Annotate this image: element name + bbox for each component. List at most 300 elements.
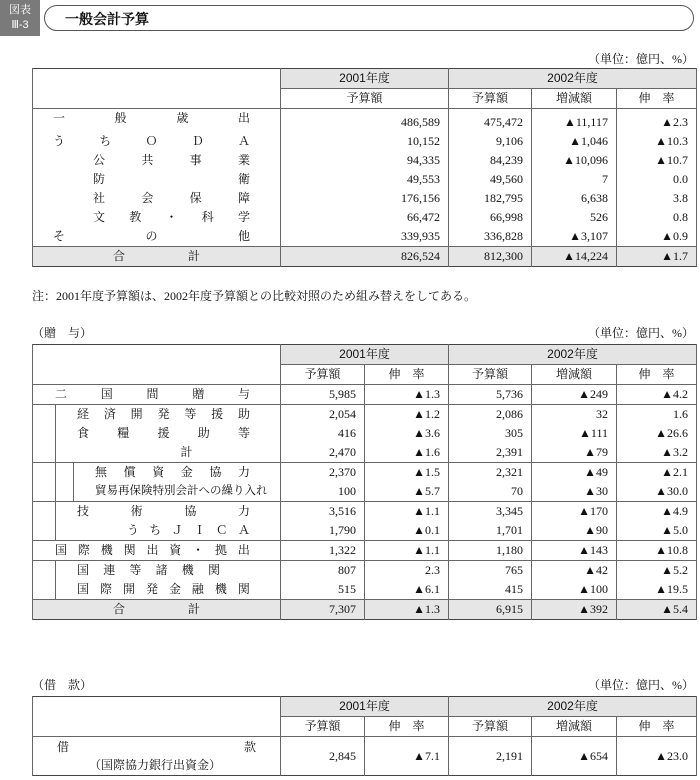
- rate-2001: ▲3.6: [365, 424, 449, 443]
- value-2001: 1,790: [281, 521, 365, 541]
- row-label: [95, 482, 272, 501]
- label-char: 入: [244, 485, 256, 497]
- table2-row: [33, 580, 697, 600]
- label-char: 糧: [117, 426, 130, 440]
- label-char: 資: [169, 543, 182, 557]
- label-char: れ: [256, 485, 268, 497]
- rate-2002: ▲4.2: [617, 385, 697, 405]
- loan-v2002: 2,191: [449, 737, 532, 776]
- table1-year-header: [33, 69, 697, 89]
- indent-guide: [55, 502, 56, 521]
- table2-year2002: 2002年度: [449, 345, 697, 365]
- label-char: 社: [93, 191, 106, 205]
- label-char: 出: [237, 111, 250, 125]
- label-char: 計: [187, 602, 200, 616]
- label-char: り: [233, 485, 245, 497]
- table1-row: [33, 109, 697, 133]
- row-label: [55, 385, 250, 404]
- change: ▲3,107: [532, 227, 617, 247]
- label-char: ・: [165, 210, 178, 224]
- value-2002: 1,701: [449, 521, 532, 541]
- label-char: 特: [152, 485, 164, 497]
- rate-2001: ▲1.1: [365, 502, 449, 522]
- label-char: 国: [77, 582, 90, 596]
- row-label-cell: [33, 247, 281, 267]
- rate-2001: ▲6.1: [365, 580, 449, 600]
- label-char: ち: [99, 134, 112, 148]
- indent-guide: [55, 482, 56, 501]
- label-char: 技: [77, 504, 90, 518]
- value-2002: 70: [449, 482, 532, 502]
- row-label-cell: [33, 482, 281, 502]
- label-char: 開: [122, 582, 135, 596]
- change: ▲11,117: [532, 109, 617, 133]
- row-label: [113, 600, 200, 619]
- label-char: 保: [189, 191, 202, 205]
- label-char: 事: [189, 153, 202, 167]
- rate: ▲10.7: [617, 151, 697, 170]
- rate-2002: ▲19.5: [617, 580, 697, 600]
- figure-number-badge: [0, 0, 40, 36]
- loan-row: [33, 737, 697, 776]
- row-label-cell: [33, 208, 281, 227]
- row-label: [93, 189, 250, 208]
- value-2001: 2,370: [281, 463, 365, 483]
- label-char: 防: [93, 172, 106, 186]
- row-label-cell: [33, 443, 281, 463]
- value-2001: 66,472: [281, 208, 449, 227]
- loan-table: [32, 696, 697, 776]
- row-label: [113, 247, 200, 266]
- table3-col-rate-2001: 伸 率: [365, 717, 449, 737]
- label-char: 計: [187, 249, 200, 263]
- value-2002: 475,472: [449, 109, 532, 133]
- table3-col-rate-2002: 伸 率: [617, 717, 697, 737]
- label-char: 等: [184, 407, 197, 421]
- label-char: 再: [118, 485, 130, 497]
- label-char: 険: [141, 485, 153, 497]
- label-char: 諸: [155, 563, 168, 577]
- value-2002: 66,998: [449, 208, 532, 227]
- value-2001: 339,935: [281, 227, 449, 247]
- indent-guide: [73, 463, 74, 482]
- rate-2001: ▲1.1: [365, 541, 449, 561]
- label-char: 協: [184, 504, 197, 518]
- table3-col-budget-2001: 予算額: [281, 717, 365, 737]
- value-2002: 3,345: [449, 502, 532, 522]
- table1-row: [33, 189, 697, 208]
- loan-sublabel: （国際協力銀行出資金）: [89, 758, 222, 772]
- label-char: 教: [129, 210, 142, 224]
- label-char: へ: [198, 485, 210, 497]
- table1-row: [33, 151, 697, 170]
- indent-guide: [55, 424, 56, 443]
- label-char: 金: [180, 465, 193, 479]
- table3-col-change: 増減額: [532, 717, 617, 737]
- rate-2002: ▲4.9: [617, 502, 697, 522]
- value-2002: 9,106: [449, 132, 532, 151]
- label-char: 連: [103, 563, 116, 577]
- label-char: 会: [175, 485, 187, 497]
- table1-total-row: [33, 247, 697, 267]
- change: ▲143: [532, 541, 617, 561]
- page-title: 一般会計予算: [65, 11, 149, 27]
- label-char: 業: [237, 153, 250, 167]
- rate-2002: 1.6: [617, 405, 697, 425]
- value-2001: 49,553: [281, 170, 449, 189]
- row-label-cell: [33, 227, 281, 247]
- table2-section-label: （贈 与）: [32, 326, 93, 340]
- indent-guide: [55, 521, 56, 540]
- label-char: 共: [141, 153, 154, 167]
- figure-header: [0, 0, 700, 36]
- total-change: ▲392: [532, 600, 617, 620]
- label-char: 国: [55, 543, 68, 557]
- label-char: Ｏ: [145, 134, 158, 148]
- rate-2001: ▲1.6: [365, 443, 449, 463]
- label-char: 一: [53, 111, 66, 125]
- label-char: の: [145, 229, 158, 243]
- change: ▲30: [532, 482, 617, 502]
- label-char: 開: [130, 407, 143, 421]
- label-char: 資: [152, 465, 165, 479]
- value-2002: 84,239: [449, 151, 532, 170]
- rate: ▲0.9: [617, 227, 697, 247]
- change: 526: [532, 208, 617, 227]
- rate-2002: ▲26.6: [617, 424, 697, 443]
- value-2002: 336,828: [449, 227, 532, 247]
- change: ▲42: [532, 561, 617, 581]
- loan-chg: ▲654: [532, 737, 617, 776]
- value-2001: 100: [281, 482, 365, 502]
- change: ▲111: [532, 424, 617, 443]
- table2-col-rate-2002: 伸 率: [617, 365, 697, 385]
- value-2002: 2,086: [449, 405, 532, 425]
- label-char: 援: [157, 426, 170, 440]
- label-char: 関: [207, 563, 220, 577]
- table1-row: [33, 208, 697, 227]
- figure-number: Ⅲ-3: [11, 19, 29, 31]
- label-char: 力: [237, 504, 250, 518]
- value-2002: 49,560: [449, 170, 532, 189]
- label-char: 歳: [176, 111, 189, 125]
- change: ▲1,046: [532, 132, 617, 151]
- value-2002: 1,180: [449, 541, 532, 561]
- label-char: 国: [100, 387, 113, 401]
- label-char: 別: [164, 485, 176, 497]
- row-label: [93, 170, 250, 189]
- change: ▲90: [532, 521, 617, 541]
- table1-col-budget-2002: 予算額: [449, 89, 532, 109]
- row-label: [95, 463, 250, 482]
- label-char: 貿: [95, 485, 107, 497]
- label-char: 金: [168, 582, 181, 596]
- label-char: 発: [157, 407, 170, 421]
- total-rate-2002: ▲5.4: [617, 600, 697, 620]
- row-label-cell: [33, 521, 281, 541]
- value-2001: 486,589: [281, 109, 449, 133]
- total-2001: 826,524: [281, 247, 449, 267]
- row-label: [53, 109, 250, 128]
- label-char: そ: [53, 229, 66, 243]
- rate-2001: ▲1.5: [365, 463, 449, 483]
- rate: 0.8: [617, 208, 697, 227]
- label-char: 済: [103, 407, 116, 421]
- rate-2002: ▲2.1: [617, 463, 697, 483]
- rate-2002: ▲5.2: [617, 561, 697, 581]
- label-char: 機: [181, 563, 194, 577]
- table2-row: [33, 541, 697, 561]
- row-label-cell: [33, 463, 281, 483]
- label-char: 公: [93, 153, 106, 167]
- value-2001: 5,985: [281, 385, 365, 405]
- table2-row: [33, 424, 697, 443]
- indent-guide: [73, 482, 74, 501]
- table1-row: [33, 132, 697, 151]
- title-box: [44, 5, 694, 31]
- total-rate: ▲1.7: [617, 247, 697, 267]
- label-char: 際: [99, 582, 112, 596]
- table1-year2001: 2001年度: [281, 69, 449, 89]
- total-2002: 6,915: [449, 600, 532, 620]
- table1-unit: （単位：億円、%）: [588, 52, 694, 66]
- label-char: 関: [123, 543, 136, 557]
- label-char: 障: [237, 191, 250, 205]
- table2-col-budget-2001: 予算額: [281, 365, 365, 385]
- table2-row: [33, 385, 697, 405]
- value-2002: 415: [449, 580, 532, 600]
- label-char: 贈: [192, 387, 205, 401]
- value-2001: 10,152: [281, 132, 449, 151]
- label-char: 無: [95, 465, 108, 479]
- loan-label-b: 款: [243, 740, 256, 754]
- change: ▲79: [532, 443, 617, 463]
- label-char: 融: [191, 582, 204, 596]
- label-char: Ａ: [237, 134, 250, 148]
- row-label-cell: [33, 170, 281, 189]
- loan-v2001: 2,845: [281, 737, 365, 776]
- table1-row: [33, 170, 697, 189]
- table2-row: [33, 463, 697, 483]
- table1-col-rate: 伸 率: [617, 89, 697, 109]
- label-char: 般: [114, 111, 127, 125]
- row-label: [77, 405, 250, 424]
- label-char: 協: [209, 465, 222, 479]
- total-2002: 812,300: [449, 247, 532, 267]
- row-label-cell: [33, 561, 281, 581]
- table1-note: 注：2001年度予算額は、2002年度予算額との比較対照のため組み替えをしてある。: [32, 289, 477, 303]
- label-char: 機: [100, 543, 113, 557]
- table1-year2002: 2002年度: [449, 69, 697, 89]
- value-2002: 2,391: [449, 443, 532, 463]
- rate-2002: ▲5.0: [617, 521, 697, 541]
- change: ▲49: [532, 463, 617, 483]
- label-char: 食: [77, 426, 90, 440]
- table2-year2001: 2001年度: [281, 345, 449, 365]
- loan-rate: ▲23.0: [617, 737, 697, 776]
- table2-row: [33, 521, 697, 541]
- change: 32: [532, 405, 617, 425]
- row-label-cell: [33, 385, 281, 405]
- label-char: の: [210, 485, 222, 497]
- table1-col-change: 増減額: [532, 89, 617, 109]
- label-char: 与: [237, 387, 250, 401]
- label-char: う: [53, 134, 66, 148]
- label-char: 経: [77, 407, 90, 421]
- label-char: ち: [149, 523, 162, 537]
- label-char: 等: [129, 563, 142, 577]
- value-2002: 2,321: [449, 463, 532, 483]
- row-label-cell: [33, 600, 281, 620]
- label-char: 拠: [215, 543, 228, 557]
- row-label: [53, 227, 250, 246]
- table3-year2002: 2002年度: [449, 697, 697, 717]
- row-label: [93, 208, 250, 227]
- indent-guide: [55, 405, 56, 424]
- row-label: [55, 541, 250, 560]
- row-label-cell: [33, 580, 281, 600]
- label-char: 機: [214, 582, 227, 596]
- change: 7: [532, 170, 617, 189]
- indent-guide: [55, 443, 56, 462]
- label-char: 会: [141, 191, 154, 205]
- table1-row: [33, 227, 697, 247]
- row-label-cell: [33, 132, 281, 151]
- rate-2001: ▲1.2: [365, 405, 449, 425]
- row-label: [181, 443, 192, 462]
- figure-label: 図表: [9, 4, 31, 16]
- rate-2001: ▲5.7: [365, 482, 449, 502]
- label-char: 合: [113, 249, 126, 263]
- label-char: 術: [130, 504, 143, 518]
- table2-row: [33, 443, 697, 463]
- table2-row: [33, 502, 697, 522]
- table1-corner: [33, 69, 281, 109]
- label-char: 保: [129, 485, 141, 497]
- value-2001: 515: [281, 580, 365, 600]
- total-change: ▲14,224: [532, 247, 617, 267]
- row-label: [127, 521, 250, 540]
- total-2001: 7,307: [281, 600, 365, 620]
- loan-label-a: 借: [57, 740, 70, 754]
- rate: 3.8: [617, 189, 697, 208]
- value-2002: 5,736: [449, 385, 532, 405]
- table2-row: [33, 482, 697, 502]
- row-label: [77, 424, 250, 443]
- loan-r2001: ▲7.1: [365, 737, 449, 776]
- general-account-table: [32, 68, 697, 267]
- table3-year2001: 2001年度: [281, 697, 449, 717]
- row-label: [53, 132, 250, 151]
- label-char: 出: [146, 543, 159, 557]
- row-label-cell: [33, 541, 281, 561]
- row-label: [77, 580, 250, 599]
- row-label: [77, 502, 250, 521]
- rate: 0.0: [617, 170, 697, 189]
- label-char: ・: [192, 543, 205, 557]
- change: ▲170: [532, 502, 617, 522]
- indent-guide: [55, 463, 56, 482]
- label-char: Ｃ: [215, 523, 228, 537]
- label-char: 計: [180, 445, 193, 459]
- value-2001: 2,470: [281, 443, 365, 463]
- label-char: 際: [77, 543, 90, 557]
- indent-guide: [55, 561, 56, 580]
- table2-col-budget-2002: 予算額: [449, 365, 532, 385]
- row-label-cell: [33, 502, 281, 522]
- table2-col-rate-2001: 伸 率: [365, 365, 449, 385]
- label-char: 国: [77, 563, 90, 577]
- label-char: 計: [187, 485, 199, 497]
- value-2001: 2,054: [281, 405, 365, 425]
- table3-year-header: [33, 697, 697, 717]
- label-char: 発: [145, 582, 158, 596]
- row-label: [93, 151, 250, 170]
- row-label-cell: [33, 405, 281, 425]
- label-char: 関: [237, 582, 250, 596]
- change: ▲100: [532, 580, 617, 600]
- indent-guide: [55, 580, 56, 599]
- value-2001: 176,156: [281, 189, 449, 208]
- label-char: Ａ: [237, 523, 250, 537]
- row-label-cell: [33, 151, 281, 170]
- value-2002: 765: [449, 561, 532, 581]
- change: ▲10,096: [532, 151, 617, 170]
- label-char: 文: [93, 210, 106, 224]
- label-char: 援: [211, 407, 224, 421]
- rate-2002: ▲30.0: [617, 482, 697, 502]
- change: ▲249: [532, 385, 617, 405]
- label-char: 他: [237, 229, 250, 243]
- label-char: 出: [237, 543, 250, 557]
- table2-total-row: [33, 600, 697, 620]
- table2-row: [33, 561, 697, 581]
- label-char: 力: [237, 465, 250, 479]
- label-char: 間: [146, 387, 159, 401]
- label-char: 二: [55, 387, 68, 401]
- label-char: 学: [237, 210, 250, 224]
- label-char: 衛: [237, 172, 250, 186]
- value-2001: 416: [281, 424, 365, 443]
- change: 6,638: [532, 189, 617, 208]
- rate-2002: ▲10.8: [617, 541, 697, 561]
- loan-label: [57, 739, 256, 756]
- value-2001: 94,335: [281, 151, 449, 170]
- value-2002: 182,795: [449, 189, 532, 208]
- table2-year-header: [33, 345, 697, 365]
- row-label-cell: [33, 424, 281, 443]
- rate-2001: ▲0.1: [365, 521, 449, 541]
- loan-label-cell: [33, 737, 281, 776]
- table3-col-budget-2002: 予算額: [449, 717, 532, 737]
- rate: ▲10.3: [617, 132, 697, 151]
- table2-row: [33, 405, 697, 425]
- label-char: 助: [237, 407, 250, 421]
- label-char: 合: [113, 602, 126, 616]
- label-char: 償: [123, 465, 136, 479]
- table2-col-change: 増減額: [532, 365, 617, 385]
- label-char: 科: [201, 210, 214, 224]
- table3-corner: [33, 697, 281, 737]
- grant-table: [32, 344, 697, 620]
- table2-unit: （単位：億円、%）: [588, 326, 694, 340]
- value-2001: 807: [281, 561, 365, 581]
- row-label-cell: [33, 109, 281, 133]
- label-char: Ｊ: [171, 523, 184, 537]
- row-label: [77, 561, 220, 580]
- label-char: Ｉ: [193, 523, 206, 537]
- value-2001: 1,322: [281, 541, 365, 561]
